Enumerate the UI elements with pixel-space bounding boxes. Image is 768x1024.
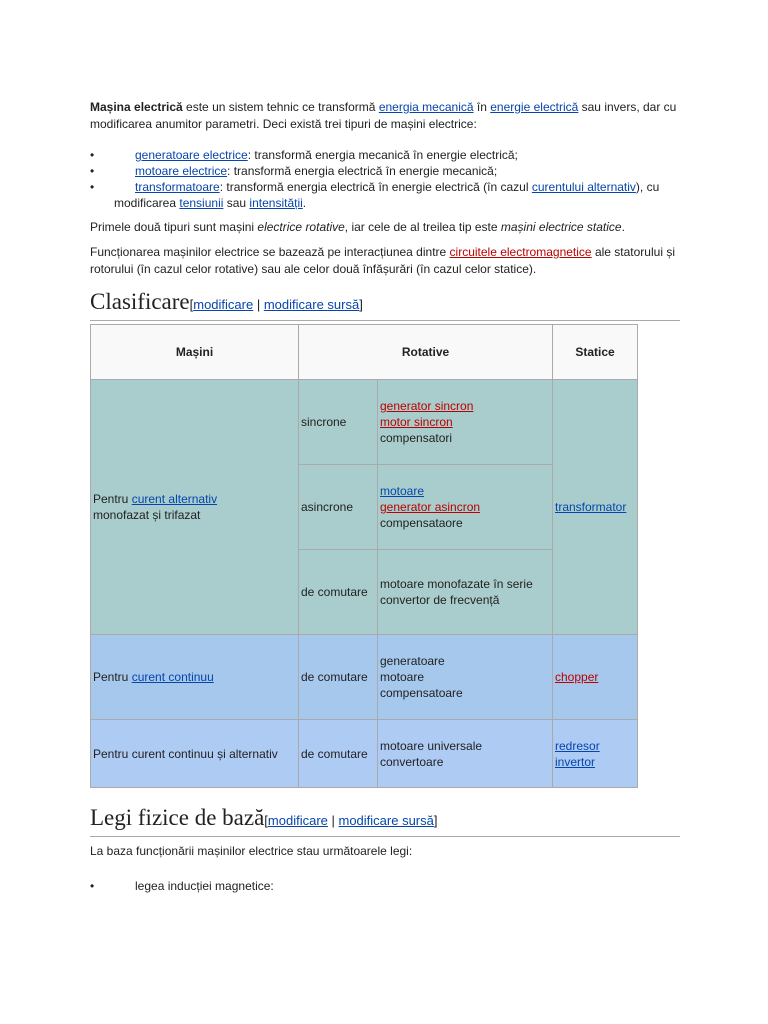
- cell-acdc-items: motoare universale convertoare: [378, 720, 553, 788]
- cell-asincrone: asincrone: [299, 465, 378, 550]
- header-masini: Mașini: [91, 325, 299, 380]
- intro-bold: Mașina electrică: [90, 100, 183, 114]
- link-tensiunii[interactable]: tensiunii: [179, 196, 224, 210]
- edit-link[interactable]: modificare: [267, 813, 328, 828]
- link-energia-mecanica[interactable]: energia mecanică: [378, 100, 474, 114]
- intro-paragraph: Mașina electrică este un sistem tehnic ce transformă energia mecanică în energie electrică sau invers, dar cu modificarea anumitor parametri. Deci există trei tipuri de mașini electrice:: [90, 100, 677, 131]
- link-intensitatii[interactable]: intensității: [249, 196, 303, 210]
- cell-acdc-comutare: de comutare: [299, 720, 378, 788]
- header-rotative: Rotative: [299, 325, 553, 380]
- cell-dc-items: generatoare motoare compensatoare: [378, 635, 553, 720]
- link-transformator[interactable]: transformator: [555, 500, 627, 514]
- list-item: • motoare electrice: transformă energia electrică în energie mecanică;: [90, 164, 498, 178]
- cell-dc-comutare: de comutare: [299, 635, 378, 720]
- header-statice: Statice: [553, 325, 638, 380]
- cell-transformator: [553, 380, 638, 635]
- link-transformatoare[interactable]: transformatoare: [135, 180, 220, 194]
- link-circuitele-electromagnetice[interactable]: circuitele electromagnetice: [449, 245, 592, 259]
- paragraph-functioning: Funcționarea mașinilor electrice se bazează pe interacțiunea dintre circuitele electromagnetice ale statorului și rotorului (în cazul celor rotative) sau ale celor două înfășurări (în cazul celor statice).: [90, 245, 675, 276]
- list-item: • generatoare electrice: transformă energia mecanică în energie electrică;: [90, 148, 518, 162]
- cell-comm-items: motoare monofazate în serie convertor de frecvență: [378, 550, 553, 635]
- link-generator-asincron[interactable]: generator asincron: [380, 500, 481, 514]
- link-curentului-alternativ[interactable]: curentului alternativ: [531, 180, 636, 194]
- classification-table: [90, 324, 638, 788]
- article-content: [90, 99, 680, 902]
- section-heading-clasificare: Clasificare[modificare | modificare sursă]: [90, 288, 680, 321]
- cell-dc: Pentru curent continuu: [91, 635, 299, 720]
- cell-sincrone: sincrone: [299, 380, 378, 465]
- link-motoare[interactable]: motoare electrice: [135, 164, 228, 178]
- types-list: [90, 147, 680, 211]
- cell-sync-items: generator sincron motor sincron compensatori: [378, 380, 553, 465]
- cell-acdc-static: [553, 720, 638, 788]
- link-energie-electrica[interactable]: energie electrică: [490, 100, 579, 114]
- section-heading-legi: Legi fizice de bază[modificare | modificare sursă]: [90, 804, 680, 837]
- link-generator-sincron[interactable]: generator sincron: [380, 399, 474, 413]
- cell-ac: Pentru curent alternativ monofazat și trifazat: [91, 380, 299, 635]
- link-curent-alternativ[interactable]: curent alternativ: [131, 492, 218, 506]
- edit-source-link[interactable]: modificare sursă: [338, 813, 434, 828]
- link-chopper[interactable]: chopper: [555, 670, 599, 684]
- edit-link[interactable]: modificare: [193, 297, 254, 312]
- paragraph-laws: La baza funcționării mașinilor electrice stau următoarele legi:: [90, 844, 413, 858]
- link-motoare-cell[interactable]: motoare: [380, 484, 425, 498]
- link-generatoare[interactable]: generatoare electrice: [135, 148, 248, 162]
- laws-list: [90, 878, 680, 894]
- cell-async-items: motoare generator asincron compensataore: [378, 465, 553, 550]
- link-motor-sincron[interactable]: motor sincron: [380, 415, 453, 429]
- link-redresor[interactable]: redresor: [555, 738, 600, 753]
- list-item: • legea inducției magnetice:: [90, 879, 274, 893]
- cell-de-comutare: de comutare: [299, 550, 378, 635]
- link-curent-continuu[interactable]: curent continuu: [131, 670, 214, 684]
- paragraph-types: Primele două tipuri sunt mașini electrice rotative, iar cele de al treilea tip este mașini electrice statice.: [90, 220, 625, 234]
- link-invertor[interactable]: invertor: [555, 754, 596, 769]
- edit-source-link[interactable]: modificare sursă: [263, 297, 360, 312]
- list-item: • transformatoare: transformă energia electrică în energie electrică (în cazul curentului alternativ), cu modificarea tensiunii sau intensității.: [90, 180, 660, 210]
- cell-acdc: Pentru curent continuu și alternativ: [91, 720, 299, 788]
- cell-chopper: [553, 635, 638, 720]
